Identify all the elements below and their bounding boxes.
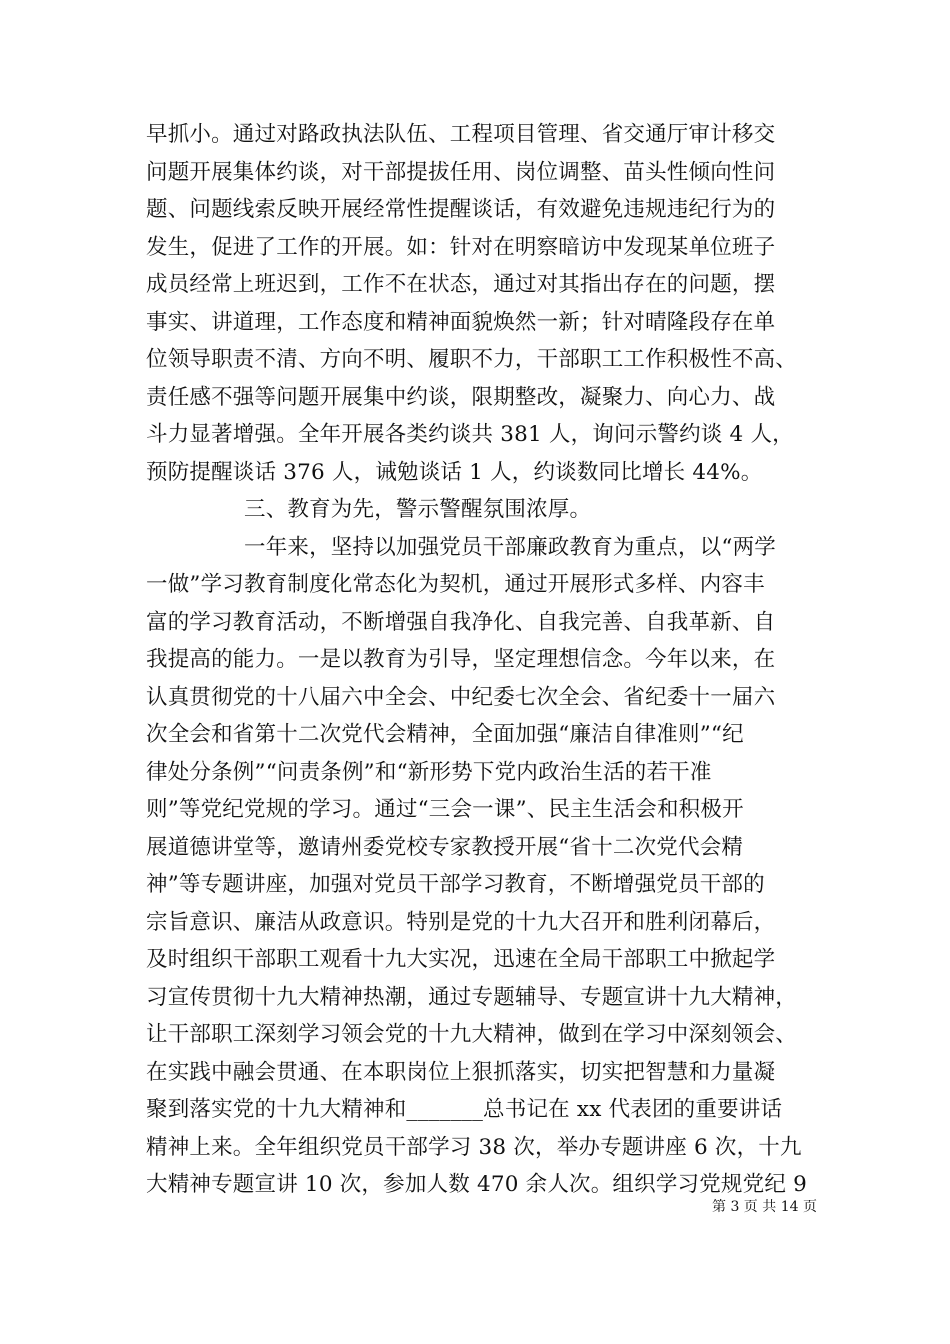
text-line: 位领导职责不清、方向不明、履职不力，干部职工工作积极性不高、 — [146, 347, 798, 372]
text-line: 斗力显著增强。全年开展各类约谈共 381 人，询问示警约谈 4 人， — [146, 422, 794, 447]
text-line: 展道德讲堂等，邀请州委党校专家教授开展“省十二次党代会精 — [146, 834, 744, 860]
text-line: 题、问题线索反映开展经常性提醒谈话，有效避免违规违纪行为的 — [146, 197, 776, 222]
text-line: 我提高的能力。一是以教育为引导，坚定理想信念。今年以来，在 — [146, 647, 776, 672]
text-line: 律处分条例”“问责条例”和“新形势下党内政治生活的若干准 — [146, 759, 712, 785]
text-line: 神”等专题讲座，加强对党员干部学习教育，不断增强党员干部的 — [146, 872, 765, 897]
text-line: 习宣传贯彻十九大精神热潮，通过专题辅导、专题宣讲十九大精神， — [146, 984, 798, 1010]
text-line: 问题开展集体约谈，对干部提拔任用、岗位调整、苗头性倾向性问 — [146, 159, 776, 185]
text-line: 成员经常上班迟到，工作不在状态，通过对其指出存在的问题，摆 — [146, 272, 776, 297]
text-line: 次全会和省第十二次党代会精神，全面加强“廉洁自律准则”“纪 — [146, 722, 744, 747]
text-line: 事实、讲道理，工作态度和精神面貌焕然一新；针对晴隆段存在单 — [146, 309, 776, 335]
text-line: 大精神专题宣讲 10 次，参加人数 470 余人次。组织学习党规党纪 9 — [146, 1172, 807, 1197]
page-number: 第 3 页 共 14 页 — [712, 1199, 817, 1215]
text-line: 在实践中融会贯通、在本职岗位上狠抓落实，切实把智慧和力量凝 — [146, 1059, 776, 1085]
text-line: 让干部职工深刻学习领会党的十九大精神，做到在学习中深刻领会、 — [146, 1022, 798, 1047]
text-line: 发生，促进了工作的开展。如：针对在明察暗访中发现某单位班子 — [146, 234, 776, 260]
text-line: 宗旨意识、廉洁从政意识。特别是党的十九大召开和胜利闭幕后， — [146, 909, 776, 935]
text-line: 及时组织干部职工观看十九大实况，迅速在全局干部职工中掀起学 — [146, 947, 776, 972]
text-line: 预防提醒谈话 376 人，诫勉谈话 1 人，约谈数同比增长 44%。 — [146, 459, 763, 485]
section-heading: 三、教育为先，警示警醒氛围浓厚。 — [244, 497, 592, 522]
text-line: 则”等党纪党规的学习。通过“三会一课”、民主生活会和积极开 — [146, 797, 744, 822]
text-line: 富的学习教育活动，不断增强自我净化、自我完善、自我革新、自 — [146, 609, 776, 635]
text-line: 精神上来。全年组织党员干部学习 38 次，举办专题讲座 6 次，十九 — [146, 1134, 802, 1160]
paragraph-first-line: 一年来，坚持以加强党员干部廉政教育为重点，以“两学 — [244, 534, 776, 560]
text-line: 一做”学习教育制度化常态化为契机，通过开展形式多样、内容丰 — [146, 572, 765, 597]
text-line: 认真贯彻党的十八届六中全会、中纪委七次全会、省纪委十一届六 — [146, 684, 776, 710]
text-line: 早抓小。通过对路政执法队伍、工程项目管理、省交通厅审计移交 — [146, 122, 776, 147]
body-text — [146, 116, 826, 1204]
text-line: 责任感不强等问题开展集中约谈，限期整改，凝聚力、向心力、战 — [146, 384, 776, 410]
text-line: 聚到落实党的十九大精神和_______总书记在 xx 代表团的重要讲话 — [146, 1097, 783, 1122]
